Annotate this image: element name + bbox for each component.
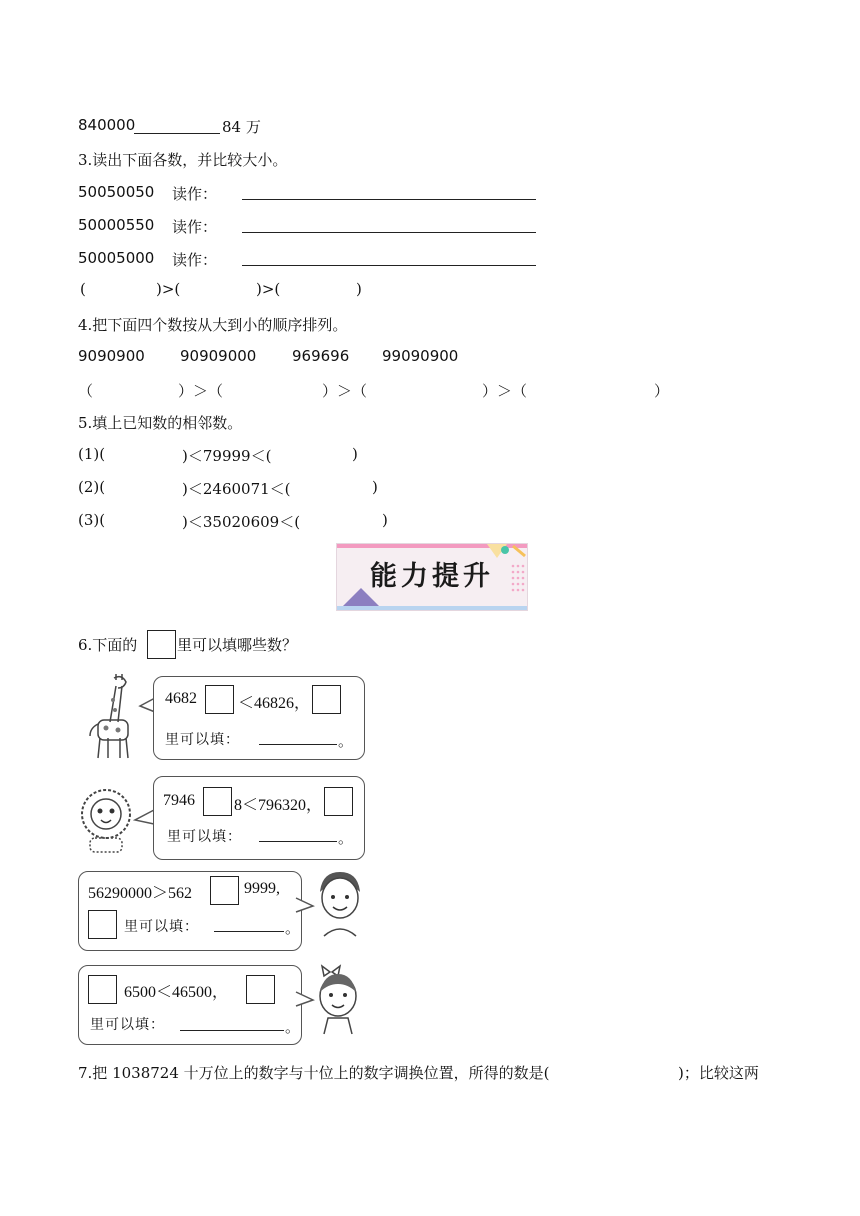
- q4-compare-gt-2: ）＞（: [322, 382, 368, 400]
- q4-number-3: 969696: [292, 347, 350, 365]
- q7-text: 7.把 1038724 十万位上的数字与十位上的数字调换位置，所得的数是(: [78, 1064, 550, 1082]
- answer-blank[interactable]: [134, 133, 220, 134]
- boy-icon: [312, 870, 368, 938]
- bubble-2-answer-box-1[interactable]: [203, 787, 232, 816]
- q6-title-before: 6.下面的: [78, 636, 138, 654]
- q3-number-2: 50000550: [78, 216, 155, 234]
- q5-item-1-index: (1)(: [78, 445, 106, 463]
- q4-compare-close: ）: [654, 382, 670, 400]
- bubble-3-answer-box-1[interactable]: [210, 876, 239, 905]
- lion-icon: [76, 786, 136, 856]
- q3-label-2: 读作：: [172, 218, 218, 236]
- q5-item-2-index: (2)(: [78, 478, 106, 496]
- girl-icon: [310, 964, 366, 1036]
- q3-label-1: 读作：: [172, 185, 218, 203]
- q3-title: 3.读出下面各数，并比较大小。: [78, 151, 288, 169]
- q5-item-1-end: ): [352, 445, 358, 463]
- bubble-4-expr-a: 6500＜46500，: [124, 984, 229, 1001]
- bubble-3-expr-b: 9999,: [244, 880, 280, 897]
- bubble-1-hint: 里可以填：: [165, 732, 240, 748]
- bubble-1-answer-box-2[interactable]: [312, 685, 341, 714]
- q4-number-1: 9090900: [78, 347, 145, 365]
- bubble-4-end: 。: [285, 1018, 301, 1036]
- q3-answer-line-1[interactable]: [242, 199, 536, 200]
- giraffe-icon: [80, 672, 152, 762]
- bubble-2-hint: 里可以填：: [167, 829, 242, 845]
- bubble-3-hint: 里可以填：: [124, 919, 199, 935]
- bubble-2-expr-a: 7946: [163, 792, 195, 809]
- section-badge: [336, 543, 528, 611]
- bubble-3-answer-box-2[interactable]: [88, 910, 117, 939]
- bubble-4-answer-line[interactable]: [180, 1030, 284, 1031]
- badge-title: 能力提升: [370, 561, 494, 592]
- q4-number-2: 90909000: [180, 347, 257, 365]
- bubble-2-answer-line[interactable]: [259, 841, 337, 842]
- q3-number-3: 50005000: [78, 249, 155, 267]
- bubble-3-answer-line[interactable]: [214, 931, 284, 932]
- q3-compare-gt-1: )>(: [156, 280, 181, 298]
- bubble-2-expr-b: 8＜796320，: [234, 797, 323, 814]
- q5-title: 5.填上已知数的相邻数。: [78, 414, 243, 432]
- q5-item-3-end: ): [382, 511, 388, 529]
- bubble-3-end: 。: [285, 919, 301, 937]
- q5-item-2-end: ): [372, 478, 378, 496]
- q7-end: )；比较这两: [678, 1064, 759, 1082]
- bubble-1-expr-b: ＜46826，: [238, 695, 311, 712]
- bubble-2-answer-box-2[interactable]: [324, 787, 353, 816]
- q3-answer-line-2[interactable]: [242, 232, 536, 233]
- q3-number-1: 50050050: [78, 183, 155, 201]
- q3-answer-line-3[interactable]: [242, 265, 536, 266]
- q5-item-3-index: (3)(: [78, 511, 106, 529]
- bubble-1-expr-a: 4682: [165, 690, 197, 707]
- q5-item-1-mid: )＜79999＜(: [182, 447, 272, 465]
- bubble-2-end: 。: [338, 829, 354, 847]
- q3-compare-close: ): [356, 280, 362, 298]
- q4-compare-gt-3: ）＞（: [482, 382, 528, 400]
- q6-title-after: 里可以填哪些数？: [177, 636, 298, 654]
- q4-title: 4.把下面四个数按从大到小的顺序排列。: [78, 316, 348, 334]
- q3-compare-gt-2: )>(: [256, 280, 281, 298]
- q6-title-box: [147, 630, 176, 659]
- bubble-1-answer-box-1[interactable]: [205, 685, 234, 714]
- q3-label-3: 读作：: [172, 251, 218, 269]
- q5-item-2-mid: )＜2460071＜(: [182, 480, 291, 498]
- bubble-4-hint: 里可以填：: [90, 1017, 165, 1033]
- q5-item-3-mid: )＜35020609＜(: [182, 513, 301, 531]
- q4-compare-gt-1: ）＞（: [178, 382, 224, 400]
- q3-compare-open: (: [80, 280, 86, 298]
- top-line-left: 840000: [78, 116, 136, 134]
- bubble-3-expr-a: 56290000＞562: [88, 885, 193, 902]
- bubble-4-answer-box-1[interactable]: [88, 975, 117, 1004]
- q4-compare-open: （: [78, 382, 94, 400]
- bubble-1-end: 。: [338, 732, 354, 750]
- top-line-right: 84 万: [222, 118, 261, 136]
- q4-number-4: 99090900: [382, 347, 459, 365]
- bubble-4-answer-box-2[interactable]: [246, 975, 275, 1004]
- bubble-1-answer-line[interactable]: [259, 744, 337, 745]
